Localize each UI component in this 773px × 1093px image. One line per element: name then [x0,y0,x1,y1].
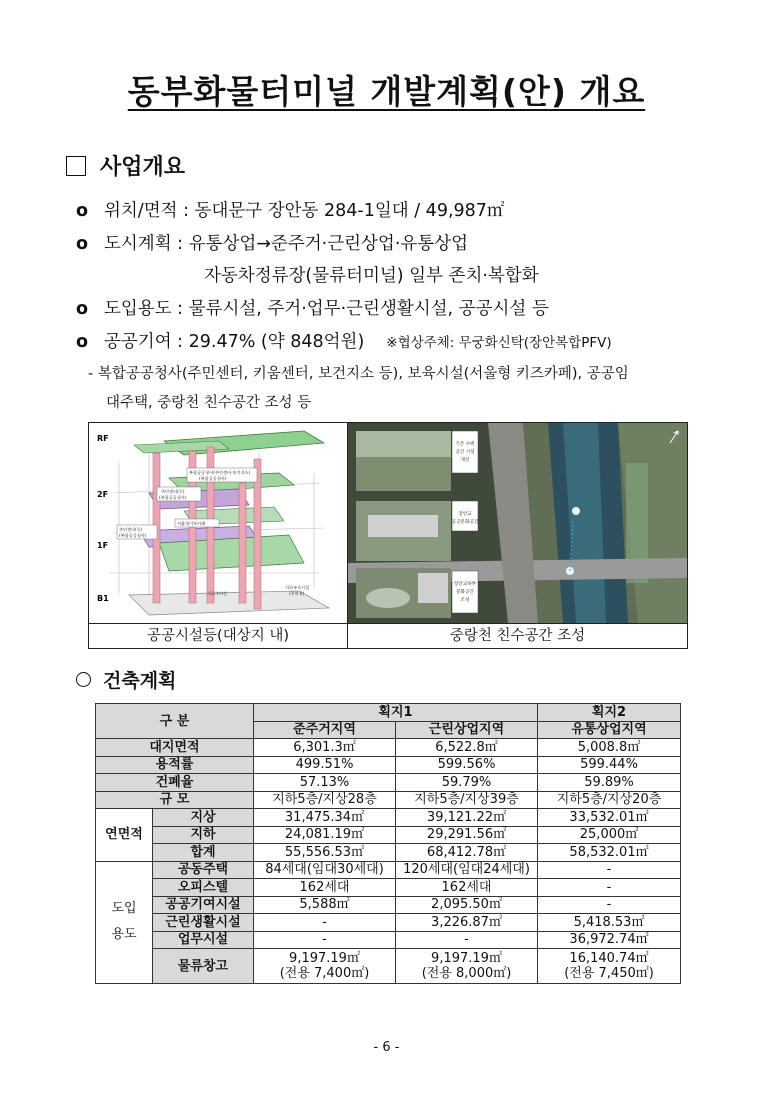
svg-text:(복합공공청사): (복합공공청사) [159,495,187,500]
table-row: 합계 55,556.53㎡ 68,412.78㎡ 58,532.01㎡ [96,844,681,862]
table-row: 업무시설 - - 36,972.74㎡ [96,931,681,949]
svg-text:장안교: 장안교 [458,512,472,517]
overview-zoning-cont: 자동차정류장(물류터미널) 일부 존치·복합화 [204,266,539,286]
table-row: 연면적 지상 31,475.34㎡ 39,121.22㎡ 33,532.01㎡ [96,809,681,827]
svg-text:개선: 개선 [460,458,470,463]
header-zone-distribution: 유통상업지역 [538,721,681,739]
svg-text:(복합공공청사): (복합공공청사) [119,533,147,538]
svg-text:장안교하부: 장안교하부 [453,582,477,587]
header-zone-residential: 준주거지역 [254,721,396,739]
table-row: 공공기여시설 5,588㎡ 2,095.50㎡ - [96,896,681,914]
svg-text:(복합공공청사): (복합공공청사) [199,476,227,481]
jungnangcheon-aerial-photo [348,423,687,623]
overview-zoning: o 도시계획 : 유통상업→준주거·근린상업·유통상업 [76,234,469,254]
svg-text:기존 수변: 기존 수변 [455,442,475,447]
svg-text:주민센터(동): 주민센터(동) [161,489,185,494]
group-uses: 도입 용도 [96,861,153,984]
table-row: 건폐율 57.13% 59.79% 59.89% [96,774,681,792]
svg-text:2F: 2F [97,490,109,499]
header-zone-commercial: 근린상업지역 [396,721,538,739]
svg-text:공간 시설: 공간 시설 [455,450,475,455]
svg-text:B1: B1 [97,594,109,603]
svg-text:조성: 조성 [460,598,470,603]
svg-text:복합공공청사(주민센터·보건지소): 복합공공청사(주민센터·보건지소) [189,470,251,475]
table-row: 규 모 지하5층/지상28층 지하5층/지상39층 지하5층/지상20층 [96,791,681,809]
svg-text:문화공간: 문화공간 [456,590,474,595]
svg-text:(주차장): (주차장) [289,591,305,596]
caption-public-facilities: 공공시설등(대상지 내) [89,623,348,649]
overview-contribution: o 공공기여 : 29.47% (약 848억원) ※협상주체: 무궁화신탁(장안복합PFV) [76,332,612,352]
svg-text:주민센터(동): 주민센터(동) [119,527,143,532]
negotiator-note: ※협상주체: 무궁화신탁(장안복합PFV) [386,335,612,351]
header-block1: 획지1 [254,704,538,722]
building-plan-table [95,703,681,984]
table-row: 용적률 499.51% 599.56% 599.44% [96,756,681,774]
circle-bullet-icon [76,672,91,687]
overview-uses: o 도입용도 : 물류시설, 주거·업무·근린생활시설, 공공시설 등 [76,299,549,319]
table-row: 도입 용도 공동주택 84세대(임대30세대) 120세대(임대24세대) - [96,861,681,879]
table-row: 물류창고 9,197.19㎡ (전용 7,400㎡) 9,197.19㎡ (전용 8,000㎡) 16,140.74㎡ (전용 7,450㎡) [96,949,681,984]
square-bullet-icon [66,156,86,176]
header-block2: 획지2 [538,704,681,722]
svg-text:서울형키즈카페: 서울형키즈카페 [177,521,206,526]
group-floor-area: 연면적 [96,809,153,862]
table-row: 지하 24,081.19㎡ 29,291.56㎡ 25,000㎡ [96,826,681,844]
caption-riverside: 중랑천 친수공간 조성 [348,623,687,649]
public-facilities-diagram [89,423,348,623]
table-row: 오피스텔 162세대 162세대 - [96,879,681,897]
svg-text:지하주차장: 지하주차장 [207,591,228,596]
overview-location: o 위치/면적 : 동대문구 장안동 284-1일대 / 49,987㎡ [76,201,505,221]
table-row: 근린생활시설 - 3,226.87㎡ 5,418.53㎡ [96,914,681,932]
section-heading-overview: 사업개요 [66,150,185,181]
svg-text:지하부속시설: 지하부속시설 [285,585,310,590]
header-category: 구 분 [96,704,254,739]
svg-text:RF: RF [97,434,109,443]
overview-detail-1: - 복합공공청사(주민센터, 키움센터, 보건지소 등), 보육시설(서울형 키즈카페), 공공임 [88,366,629,382]
svg-text:공공문화공간: 공공문화공간 [451,520,479,525]
svg-text:1F: 1F [97,541,109,550]
page-title: 동부화물터미널 개발계획(안) 개요 [127,72,646,111]
table-row: 대지면적 6,301.3㎡ 6,522.8㎡ 5,008.8㎡ [96,739,681,757]
overview-detail-2: 대주택, 중랑천 친수공간 조성 등 [106,395,312,411]
figure-panel [88,422,688,649]
page-number: - 6 - [373,1040,400,1055]
section-heading-building-plan: 건축계획 [76,666,176,693]
